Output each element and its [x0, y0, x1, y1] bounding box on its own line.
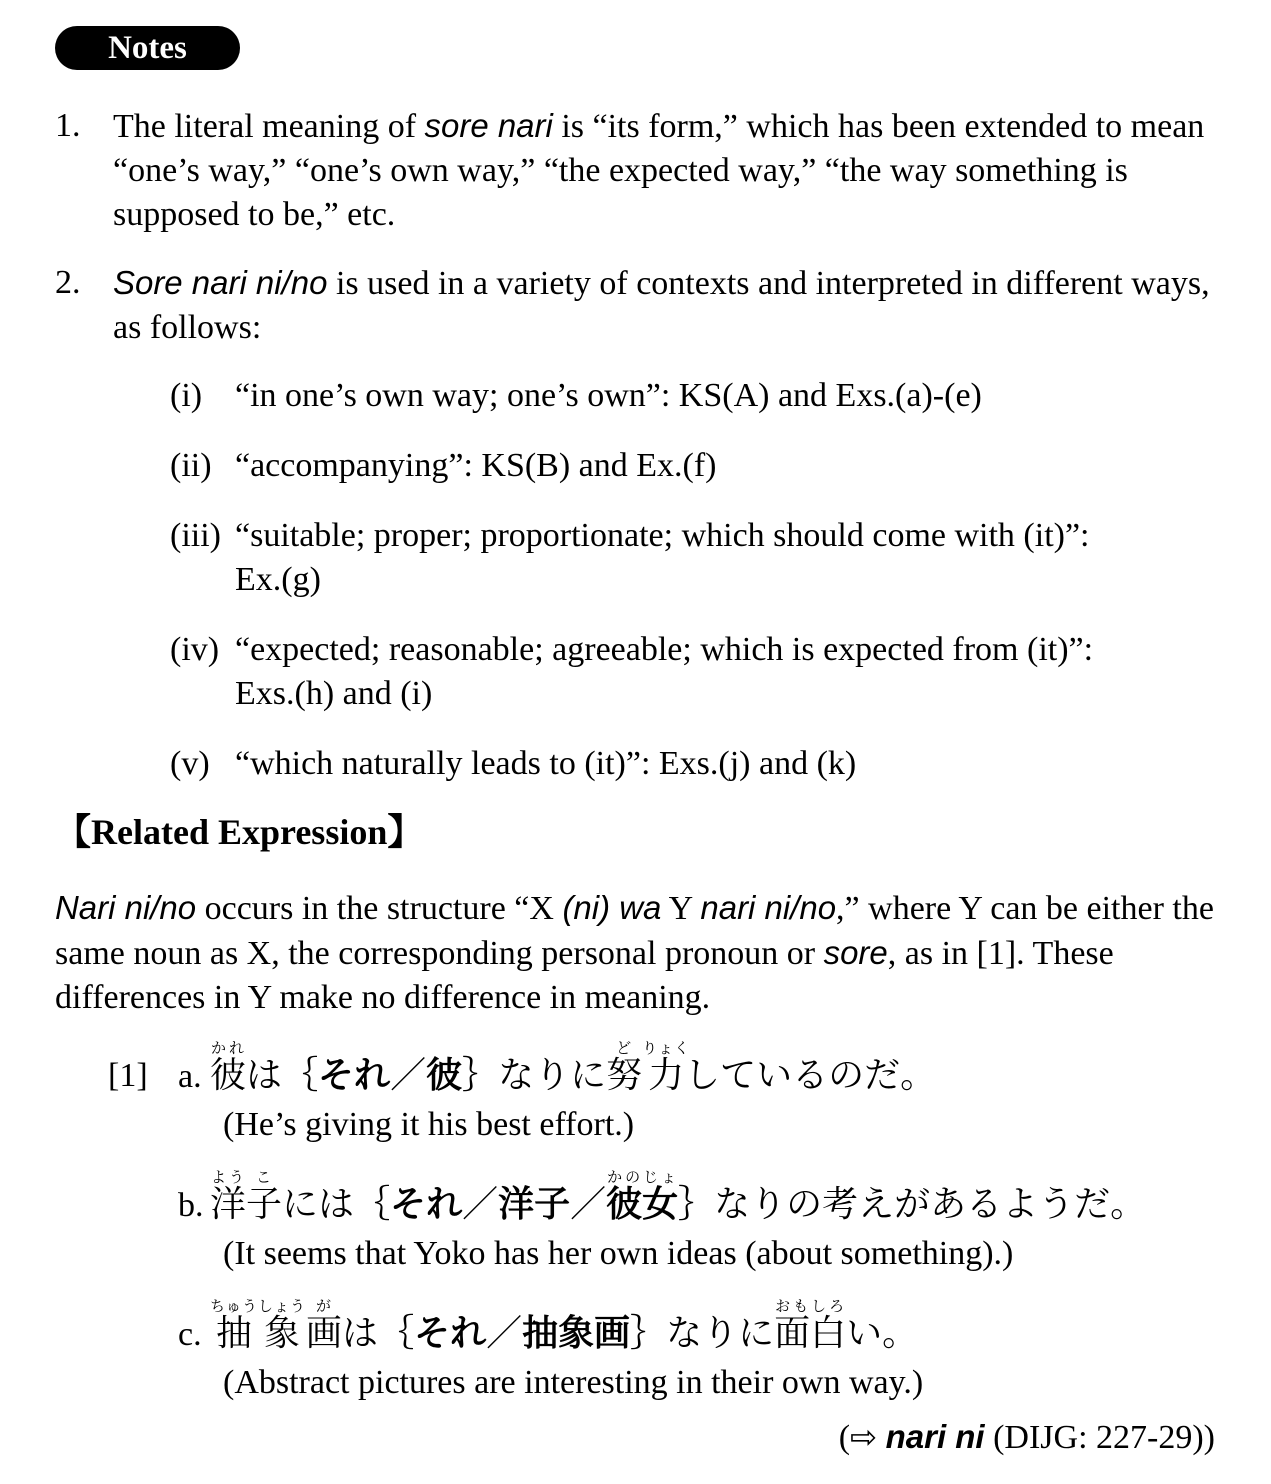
japanese-sentence: 抽象ちゅうしょう画がは｛それ／抽象画｝なりに面白おもしろい。 [210, 1297, 919, 1354]
related-expression-paragraph: Nari ni/no occurs in the structure “X (ni) wa Y nari ni/no,” where Y can be either the same noun as X, the corresponding personal pronoun or sore, as in [1]. These differences in Y make no difference in meaning. [55, 889, 1214, 1016]
note-number: 1. [55, 107, 81, 144]
list-item-text: “which naturally leads to (it)”: Exs.(j) and (k) [235, 745, 857, 782]
example-a [178, 1034, 1241, 1147]
english-translation: (Abstract pictures are interesting in their own way.) [223, 1364, 924, 1401]
note-text: Sore nari ni/no is used in a variety of contexts and interpreted in different ways, as follows: [113, 264, 1210, 346]
example-letter: b. [178, 1187, 204, 1224]
list-item-label: (i) [170, 377, 203, 414]
list-item-i [113, 374, 1241, 418]
note-number: 2. [55, 264, 81, 301]
example-letter: a. [178, 1058, 202, 1095]
list-item-v [113, 742, 1241, 786]
example-c [178, 1292, 1241, 1405]
notes-section-header [55, 26, 1241, 70]
list-item-text-line2: Ex.(g) [235, 561, 321, 598]
cross-reference: (⇨ nari ni (DIJG: 227-29)) [838, 1418, 1215, 1456]
japanese-sentence: 彼かれは｛それ／彼｝なりに努ど力りょくしているのだ。 [210, 1039, 937, 1096]
list-item-label: (ii) [170, 447, 212, 484]
list-item-text: “in one’s own way; one’s own”: KS(A) and Exs.(a)-(e) [235, 377, 982, 414]
note-item-2 [55, 261, 1241, 786]
example-group-label: [1] [108, 1057, 148, 1094]
list-item-text: “suitable; proper; proportionate; which should come with (it)”: [235, 517, 1090, 554]
list-item-label: (v) [170, 745, 210, 782]
interpretation-list [113, 374, 1241, 786]
note-item-1 [55, 104, 1241, 237]
example-group-1 [108, 1034, 1241, 1405]
list-item-ii [113, 444, 1241, 488]
example-letter: c. [178, 1316, 202, 1353]
example-b [178, 1163, 1241, 1276]
rightwards-white-arrow-icon: ⇨ [850, 1418, 878, 1456]
list-item-text-line2: Exs.(h) and (i) [235, 675, 433, 712]
note-text: The literal meaning of sore nari is “its form,” which has been extended to mean “one’s way,” “one’s own way,” “the expected way,” “the way something is supposed to be,” etc. [113, 107, 1205, 233]
list-item-label: (iv) [170, 631, 220, 668]
list-item-text: “accompanying”: KS(B) and Ex.(f) [235, 447, 717, 484]
related-expression-heading: 【Related Expression】 [55, 812, 424, 852]
japanese-sentence: 洋よう子こには｛それ／洋子／彼女かのじょ｝なりの考えがあるようだ。 [210, 1168, 1147, 1225]
list-item-iii [113, 514, 1241, 602]
notes-badge: Notes [55, 26, 240, 70]
list-item-iv [113, 628, 1241, 716]
list-item-label: (iii) [170, 517, 221, 554]
english-translation: (It seems that Yoko has her own ideas (about something).) [223, 1235, 1014, 1272]
english-translation: (He’s giving it his best effort.) [223, 1106, 635, 1143]
list-item-text: “expected; reasonable; agreeable; which is expected from (it)”: [235, 631, 1094, 668]
